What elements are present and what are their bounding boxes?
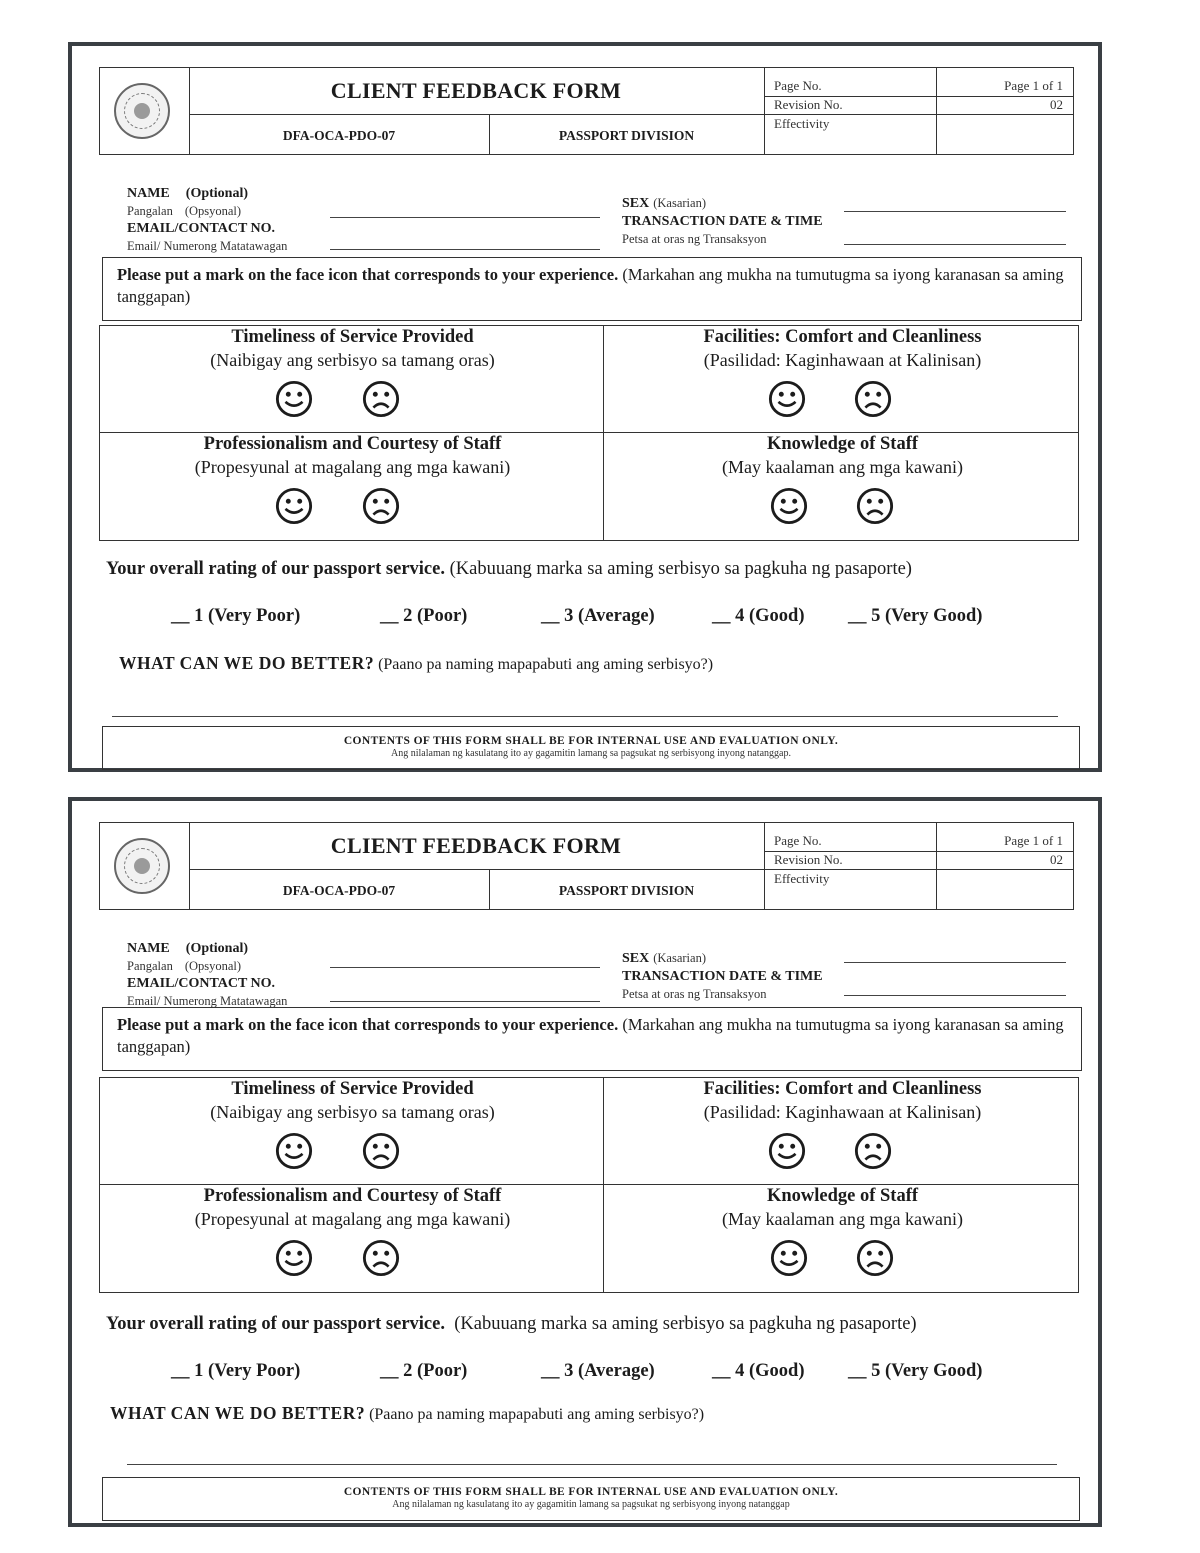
category-subtitle: (Propesyunal at magalang ang mga kawani) — [194, 1209, 511, 1229]
overall-rating-question — [106, 559, 912, 580]
doc-code: DFA-OCA-PDO-07 — [282, 128, 396, 143]
sex-label: SEX — [622, 196, 650, 211]
effectivity-label: Effectivity — [774, 116, 830, 131]
rating-grid — [99, 1077, 1079, 1293]
email-label: EMAIL/CONTACT NO. — [127, 221, 276, 236]
rating-option-4[interactable]: __ 4 (Good) — [712, 1361, 805, 1381]
sad-face-icon[interactable] — [856, 1239, 894, 1277]
rating-option-4[interactable]: __ 4 (Good) — [712, 606, 805, 626]
email-input-line[interactable] — [330, 1001, 600, 1002]
feedback-form-1 — [68, 42, 1102, 772]
category-subtitle: (Propesyunal at magalang ang mga kawani) — [194, 457, 511, 477]
name-optional-fil: (Opsyonal) — [184, 959, 242, 973]
form-title: CLIENT FEEDBACK FORM — [330, 833, 622, 858]
category-title: Facilities: Comfort and Cleanliness — [703, 1079, 982, 1099]
page-no-label: Page No. — [774, 833, 822, 848]
revision-label: Revision No. — [774, 97, 843, 112]
sad-face-icon[interactable] — [362, 380, 400, 418]
effectivity-label: Effectivity — [774, 871, 830, 886]
rating-option-3[interactable]: __ 3 (Average) — [541, 606, 655, 626]
sex-field — [622, 949, 706, 967]
rating-option-2[interactable]: __ 2 (Poor) — [380, 606, 468, 626]
rating-option-3[interactable]: __ 3 (Average) — [541, 1361, 655, 1381]
suggestion-input-line[interactable] — [112, 716, 1058, 717]
category-knowledge — [590, 433, 1095, 540]
division-name: PASSPORT DIVISION — [558, 883, 695, 898]
sad-face-icon[interactable] — [854, 380, 892, 418]
category-professionalism — [100, 433, 605, 540]
name-label-fil: Pangalan — [127, 959, 173, 973]
doc-code: DFA-OCA-PDO-07 — [282, 883, 396, 898]
dfa-seal-logo — [114, 83, 170, 139]
category-subtitle: (Pasilidad: Kaginhawaan at Kalinisan) — [703, 350, 982, 370]
sex-label: SEX — [622, 951, 650, 966]
sad-face-icon[interactable] — [854, 1132, 892, 1170]
better-bold: WHAT CAN WE DO BETTER? — [119, 653, 375, 673]
category-title: Professionalism and Courtesy of Staff — [203, 1186, 502, 1206]
name-field — [127, 184, 248, 220]
transaction-label-fil: Petsa at oras ng Transaksyon — [622, 232, 767, 246]
category-title: Facilities: Comfort and Cleanliness — [703, 327, 982, 347]
footer-line-1: CONTENTS OF THIS FORM SHALL BE FOR INTERNAL USE AND EVALUATION ONLY. — [343, 1486, 839, 1498]
division-name: PASSPORT DIVISION — [558, 128, 695, 143]
category-title: Knowledge of Staff — [766, 434, 919, 454]
category-subtitle: (Naibigay ang serbisyo sa tamang oras) — [210, 1102, 495, 1122]
name-input-line[interactable] — [330, 217, 600, 218]
happy-face-icon[interactable] — [275, 1132, 313, 1170]
category-title: Timeliness of Service Provided — [231, 327, 474, 347]
name-input-line[interactable] — [330, 967, 600, 968]
category-facilities — [590, 326, 1095, 433]
footer-notice — [102, 726, 1080, 770]
sex-input-line[interactable] — [844, 962, 1066, 963]
revision-label: Revision No. — [774, 852, 843, 867]
what-can-we-do-better — [110, 1403, 704, 1424]
category-title: Timeliness of Service Provided — [231, 1079, 474, 1099]
rating-option-5[interactable]: __ 5 (Very Good) — [848, 606, 983, 626]
category-subtitle: (Pasilidad: Kaginhawaan at Kalinisan) — [703, 1102, 982, 1122]
email-field — [127, 974, 287, 1010]
better-normal: (Paano pa naming mapapabuti ang aming serbisyo?) — [369, 1406, 705, 1423]
happy-face-icon[interactable] — [770, 487, 808, 525]
rating-question-normal: (Kabuuang marka sa aming serbisyo sa pagkuha ng pasaporte) — [449, 559, 912, 579]
dfa-seal-logo — [114, 838, 170, 894]
category-subtitle: (May kaalaman ang mga kawani) — [722, 1209, 963, 1229]
form-header — [99, 822, 1074, 910]
email-input-line[interactable] — [330, 249, 600, 250]
category-timeliness — [100, 1078, 605, 1185]
sex-label-fil: (Kasarian) — [653, 951, 706, 965]
name-label-fil: Pangalan — [127, 204, 173, 218]
email-label: EMAIL/CONTACT NO. — [127, 976, 276, 991]
category-timeliness — [100, 326, 605, 433]
transaction-label: TRANSACTION DATE & TIME — [622, 214, 823, 229]
category-title: Professionalism and Courtesy of Staff — [203, 434, 502, 454]
page-no-value: Page 1 of 1 — [1004, 833, 1063, 848]
happy-face-icon[interactable] — [770, 1239, 808, 1277]
sex-field — [622, 194, 706, 212]
sad-face-icon[interactable] — [856, 487, 894, 525]
email-field — [127, 219, 287, 255]
rating-option-2[interactable]: __ 2 (Poor) — [380, 1361, 468, 1381]
transaction-input-line[interactable] — [844, 244, 1066, 245]
happy-face-icon[interactable] — [275, 1239, 313, 1277]
category-facilities — [590, 1078, 1095, 1185]
name-optional: (Optional) — [185, 186, 249, 201]
transaction-input-line[interactable] — [844, 995, 1066, 996]
suggestion-input-line[interactable] — [127, 1464, 1057, 1465]
rating-question-bold: Your overall rating of our passport service. — [106, 1314, 445, 1334]
category-professionalism — [100, 1185, 605, 1292]
footer-line-2: Ang nilalaman ng kasulatang ito ay gagamitin lamang sa pagsukat ng serbisyong inyong natanggap. — [391, 748, 791, 759]
transaction-field — [622, 212, 823, 248]
footer-line-2: Ang nilalaman ng kasulatang ito ay gagamitin lamang sa pagsukat ng serbisyong inyong natanggap — [392, 1499, 790, 1510]
transaction-label-fil: Petsa at oras ng Transaksyon — [622, 987, 767, 1001]
happy-face-icon[interactable] — [768, 1132, 806, 1170]
category-knowledge — [590, 1185, 1095, 1292]
footer-notice — [102, 1477, 1080, 1521]
form-header — [99, 67, 1074, 155]
instruction-normal: (Markahan ang mukha na tumutugma sa iyong karanasan sa aming tanggapan) — [117, 1015, 1064, 1056]
form-title: CLIENT FEEDBACK FORM — [330, 78, 622, 103]
happy-face-icon[interactable] — [275, 487, 313, 525]
rating-grid — [99, 325, 1079, 541]
rating-question-normal: (Kabuuang marka sa aming serbisyo sa pagkuha ng pasaporte) — [454, 1314, 917, 1334]
instruction-bold: Please put a mark on the face icon that corresponds to your experience. — [117, 1015, 619, 1034]
category-subtitle: (May kaalaman ang mga kawani) — [722, 457, 963, 477]
rating-question-bold: Your overall rating of our passport service. — [106, 559, 445, 579]
instruction-normal: (Markahan ang mukha na tumutugma sa iyong karanasan sa aming tanggapan) — [117, 265, 1064, 306]
feedback-form-2 — [68, 797, 1102, 1527]
page-no-value: Page 1 of 1 — [1004, 78, 1063, 93]
instruction-box — [102, 1007, 1082, 1071]
revision-value: 02 — [1050, 97, 1063, 112]
instruction-box — [102, 257, 1082, 321]
sad-face-icon[interactable] — [362, 487, 400, 525]
overall-rating-question — [106, 1314, 917, 1335]
name-label: NAME — [127, 186, 170, 201]
name-optional-fil: (Opsyonal) — [184, 204, 242, 218]
rating-option-5[interactable]: __ 5 (Very Good) — [848, 1361, 983, 1381]
sex-label-fil: (Kasarian) — [653, 196, 706, 210]
sad-face-icon[interactable] — [362, 1239, 400, 1277]
revision-value: 02 — [1050, 852, 1063, 867]
email-label-fil: Email/ Numerong Matatawagan — [127, 994, 288, 1008]
name-optional: (Optional) — [185, 941, 249, 956]
page-no-label: Page No. — [774, 78, 822, 93]
better-bold: WHAT CAN WE DO BETTER? — [110, 1403, 366, 1423]
name-label: NAME — [127, 941, 170, 956]
transaction-label: TRANSACTION DATE & TIME — [622, 969, 823, 984]
better-normal: (Paano pa naming mapapabuti ang aming serbisyo?) — [378, 656, 714, 673]
happy-face-icon[interactable] — [275, 380, 313, 418]
category-subtitle: (Naibigay ang serbisyo sa tamang oras) — [210, 350, 495, 370]
sad-face-icon[interactable] — [362, 1132, 400, 1170]
name-field — [127, 939, 248, 975]
instruction-bold: Please put a mark on the face icon that corresponds to your experience. — [117, 265, 619, 284]
sex-input-line[interactable] — [844, 211, 1066, 212]
transaction-field — [622, 967, 823, 1003]
footer-line-1: CONTENTS OF THIS FORM SHALL BE FOR INTERNAL USE AND EVALUATION ONLY. — [343, 735, 839, 747]
email-label-fil: Email/ Numerong Matatawagan — [127, 239, 288, 253]
happy-face-icon[interactable] — [768, 380, 806, 418]
what-can-we-do-better — [119, 653, 713, 674]
rating-option-1[interactable]: __ 1 (Very Poor) — [171, 606, 301, 626]
category-title: Knowledge of Staff — [766, 1186, 919, 1206]
rating-option-1[interactable]: __ 1 (Very Poor) — [171, 1361, 301, 1381]
